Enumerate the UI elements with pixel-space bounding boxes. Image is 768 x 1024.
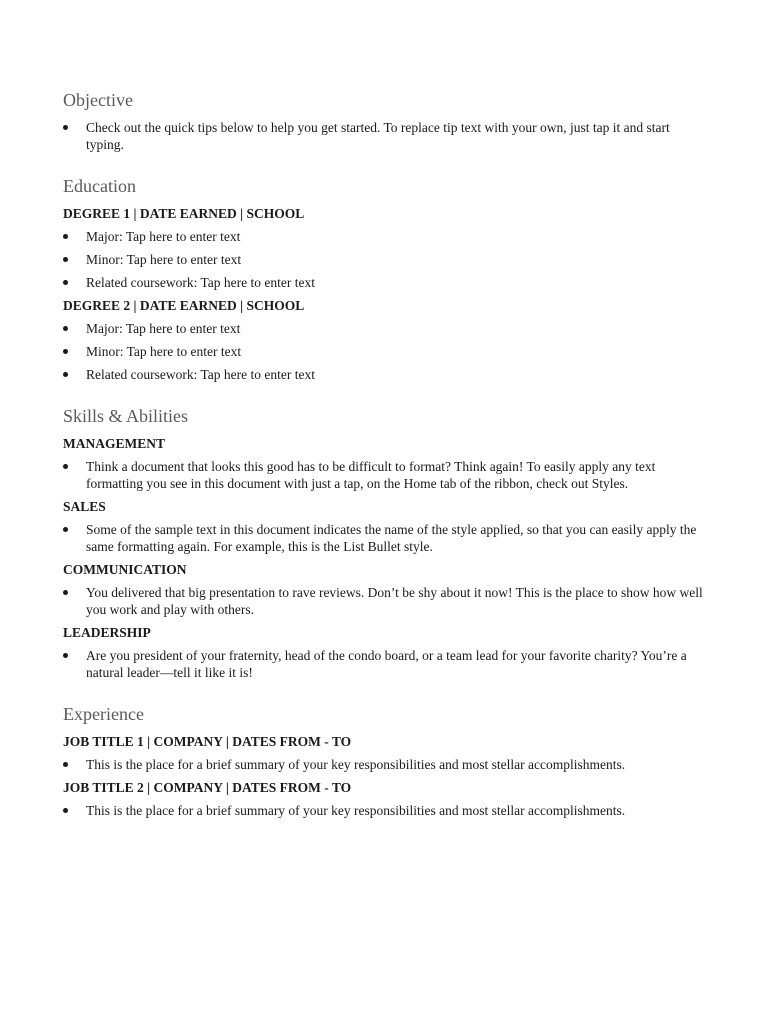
skill-sales-bullets [63, 521, 708, 555]
skill-leadership-title[interactable]: LEADERSHIP [63, 625, 151, 640]
list-item[interactable] [63, 274, 708, 291]
list-item[interactable] [63, 521, 708, 555]
list-item[interactable] [63, 228, 708, 245]
bullet-icon [63, 257, 68, 262]
bullet-icon [63, 280, 68, 285]
bullet-text: Related coursework: Tap here to enter text [86, 367, 315, 382]
list-item[interactable] [63, 251, 708, 268]
list-item[interactable] [63, 343, 708, 360]
list-item[interactable] [63, 320, 708, 337]
bullet-text: Related coursework: Tap here to enter text [86, 275, 315, 290]
job-1-title[interactable]: JOB TITLE 1 | COMPANY | DATES FROM - TO [63, 734, 352, 749]
bullet-icon [63, 234, 68, 239]
bullet-text: Major: Tap here to enter text [86, 321, 241, 336]
bullet-icon [63, 372, 68, 377]
bullet-text: Minor: Tap here to enter text [86, 252, 242, 267]
list-item[interactable] [63, 584, 708, 618]
skills-section [63, 404, 708, 681]
bullet-text: This is the place for a brief summary of your key responsibilities and most stellar accomplishments. [86, 803, 626, 818]
experience-heading[interactable]: Experience [63, 704, 144, 724]
bullet-text: Think a document that looks this good has to be difficult to format? Think again! To easily apply any text formatting you see in this document with just a tap, on the Home tab of the ribbon, check out Styles. [86, 459, 656, 491]
bullet-text: Check out the quick tips below to help you get started. To replace tip text with your own, just tap it and start typing. [86, 120, 670, 152]
objective-bullets [63, 119, 708, 153]
education-section [63, 174, 708, 383]
skill-management-bullets [63, 458, 708, 492]
degree-1-title[interactable]: DEGREE 1 | DATE EARNED | SCHOOL [63, 206, 305, 221]
bullet-text: Major: Tap here to enter text [86, 229, 241, 244]
skill-leadership-bullets [63, 647, 708, 681]
bullet-icon [63, 762, 68, 767]
bullet-text: You delivered that big presentation to rave reviews. Don’t be shy about it now! This is the place to show how well you work and play with others. [86, 585, 703, 617]
bullet-icon [63, 326, 68, 331]
bullet-icon [63, 349, 68, 354]
degree-1-bullets [63, 228, 708, 291]
experience-section [63, 702, 708, 819]
bullet-icon [63, 653, 68, 658]
objective-section [63, 88, 708, 153]
degree-2-title[interactable]: DEGREE 2 | DATE EARNED | SCHOOL [63, 298, 305, 313]
bullet-icon [63, 808, 68, 813]
objective-heading[interactable]: Objective [63, 90, 133, 110]
bullet-text: Are you president of your fraternity, head of the condo board, or a team lead for your favorite charity? You’re a natural leader—tell it like it is! [86, 648, 687, 680]
bullet-icon [63, 590, 68, 595]
education-heading[interactable]: Education [63, 176, 136, 196]
list-item[interactable] [63, 647, 708, 681]
skill-communication-bullets [63, 584, 708, 618]
list-item[interactable] [63, 366, 708, 383]
bullet-icon [63, 464, 68, 469]
job-1-bullets [63, 756, 708, 773]
job-2-bullets [63, 802, 708, 819]
degree-2-bullets [63, 320, 708, 383]
list-item[interactable] [63, 802, 708, 819]
list-item[interactable] [63, 756, 708, 773]
bullet-text: Some of the sample text in this document indicates the name of the style applied, so that you can easily apply the same formatting again. For example, this is the List Bullet style. [86, 522, 697, 554]
list-item[interactable] [63, 458, 708, 492]
bullet-text: This is the place for a brief summary of your key responsibilities and most stellar accomplishments. [86, 757, 626, 772]
bullet-icon [63, 527, 68, 532]
skill-communication-title[interactable]: COMMUNICATION [63, 562, 187, 577]
skill-sales-title[interactable]: SALES [63, 499, 106, 514]
job-2-title[interactable]: JOB TITLE 2 | COMPANY | DATES FROM - TO [63, 780, 352, 795]
bullet-text: Minor: Tap here to enter text [86, 344, 242, 359]
bullet-icon [63, 125, 68, 130]
skills-heading[interactable]: Skills & Abilities [63, 406, 189, 426]
list-item[interactable] [63, 119, 708, 153]
skill-management-title[interactable]: MANAGEMENT [63, 436, 165, 451]
